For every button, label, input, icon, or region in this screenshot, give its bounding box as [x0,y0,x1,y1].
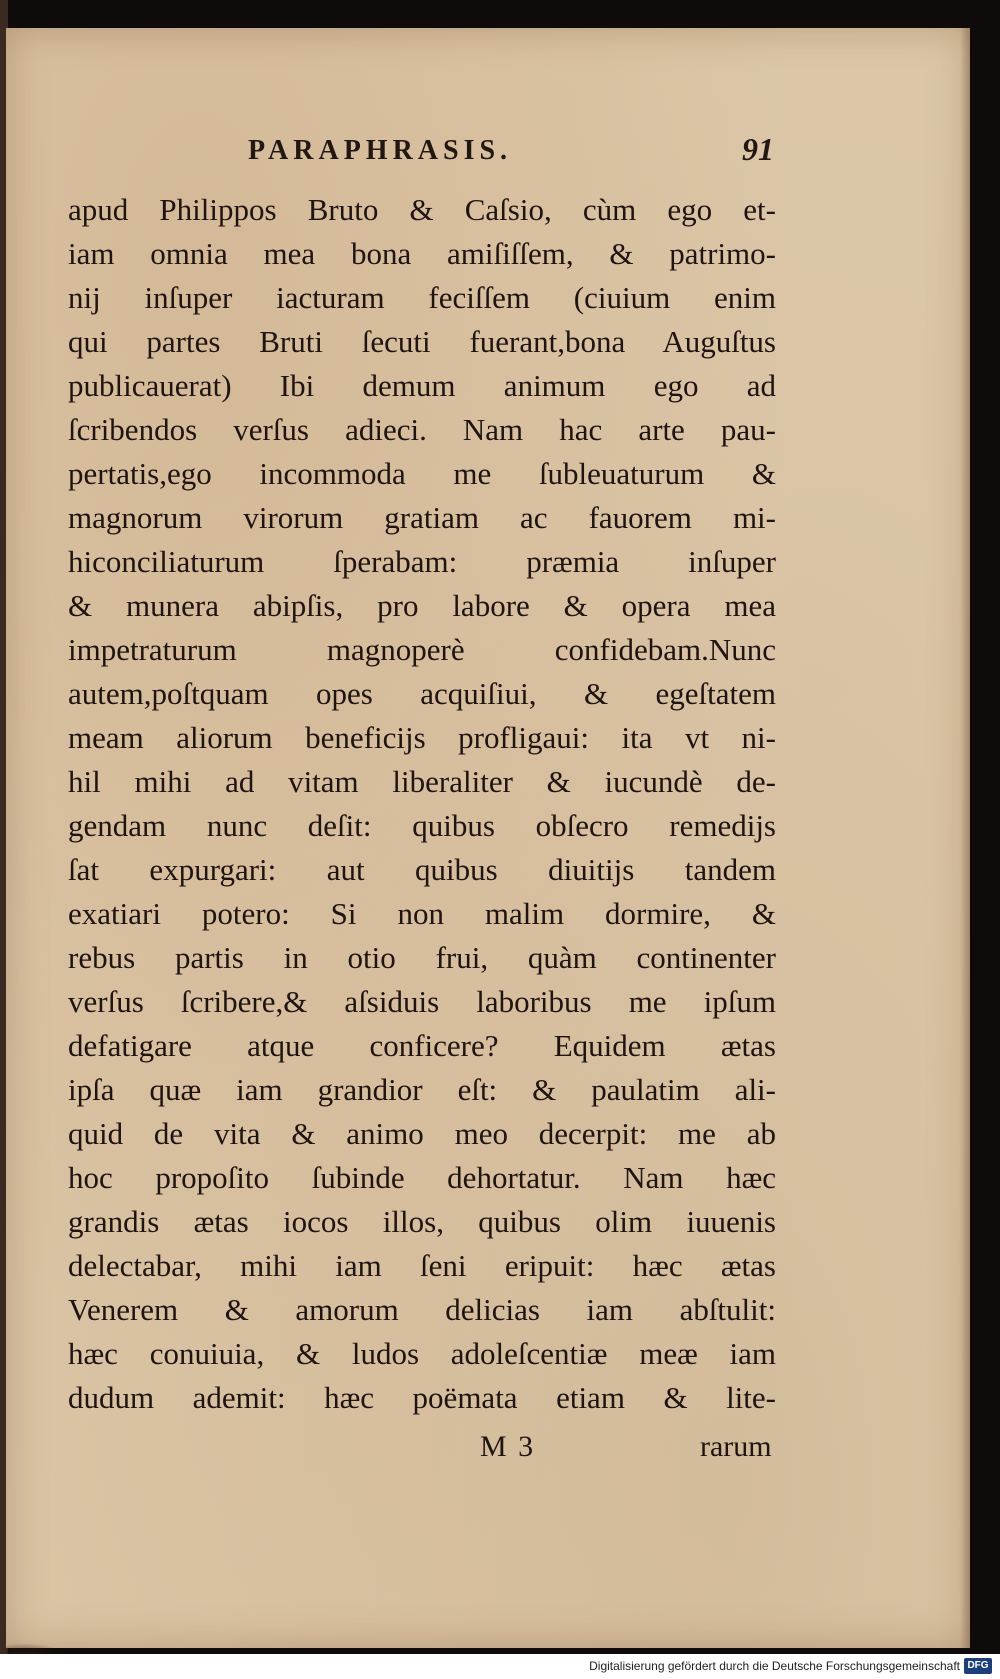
text-line: grandis ætas iocos illos, quibus olim iuuenis [68,1204,776,1239]
page-number: 91 [742,131,774,167]
text-line: magnorum virorum gratiam ac fauorem mi- [68,500,776,535]
text-line: hæc conuiuia, & ludos adoleſcentiæ meæ iam [68,1336,776,1371]
text-line: nij inſuper iacturam feciſſem (ciuium enim [68,280,776,315]
text-line: gendam nunc deſit: quibus obſecro remedijs [68,808,776,843]
credit-text: Digitalisierung gefördert durch die Deutsche Forschungsgemeinschaft [589,1659,960,1673]
text-line: pertatis,ego incommoda me ſubleuaturum & [68,456,776,491]
page-header [6,131,970,175]
text-line: ipſa quæ iam grandior eſt: & paulatim ali- [68,1072,776,1107]
text-line: dudum ademit: hæc poëmata etiam & lite- [68,1380,776,1415]
page-edge-shadow [960,28,970,1648]
text-line: exatiari potero: Si non malim dormire, & [68,896,776,931]
text-line: autem,poſtquam opes acquiſiui, & egeſtatem [68,676,776,711]
body-text [68,188,776,1420]
text-line: meam aliorum beneficijs profligaui: ita vt ni- [68,720,776,755]
text-line: ſcribendos verſus adieci. Nam hac arte pau- [68,412,776,447]
credit-bar [0,1654,1000,1679]
text-line: quid de vita & animo meo decerpit: me ab [68,1116,776,1151]
catchword: rarum [700,1430,772,1463]
book-page [6,28,970,1648]
text-line: & munera abipſis, pro labore & opera mea [68,588,776,623]
page-footer [6,1430,970,1470]
running-title: PARAPHRASIS. [248,135,513,166]
text-line: hil mihi ad vitam liberaliter & iucundè de- [68,764,776,799]
text-line: apud Philippos Bruto & Caſsio, cùm ego et- [68,192,776,227]
text-line: defatigare atque conficere? Equidem ætas [68,1028,776,1063]
text-line: Venerem & amorum delicias iam abſtulit: [68,1292,776,1327]
text-line: rebus partis in otio frui, quàm continenter [68,940,776,975]
text-line: ſat expurgari: aut quibus diuitijs tandem [68,852,776,887]
text-line: qui partes Bruti ſecuti fuerant,bona Auguſtus [68,324,776,359]
signature-mark: M 3 [480,1430,536,1463]
text-line: delectabar, mihi iam ſeni eripuit: hæc ætas [68,1248,776,1283]
text-line: hoc propoſito ſubinde dehortatur. Nam hæc [68,1160,776,1195]
text-line: iam omnia mea bona amiſiſſem, & patrimo- [68,236,776,271]
text-line: hiconciliaturum ſperabam: præmia inſuper [68,544,776,579]
dfg-logo: DFG [964,1658,992,1674]
text-line: impetraturum magnoperè confidebam.Nunc [68,632,776,667]
text-line: publicauerat) Ibi demum animum ego ad [68,368,776,403]
text-line: verſus ſcribere,& aſsiduis laboribus me ipſum [68,984,776,1019]
